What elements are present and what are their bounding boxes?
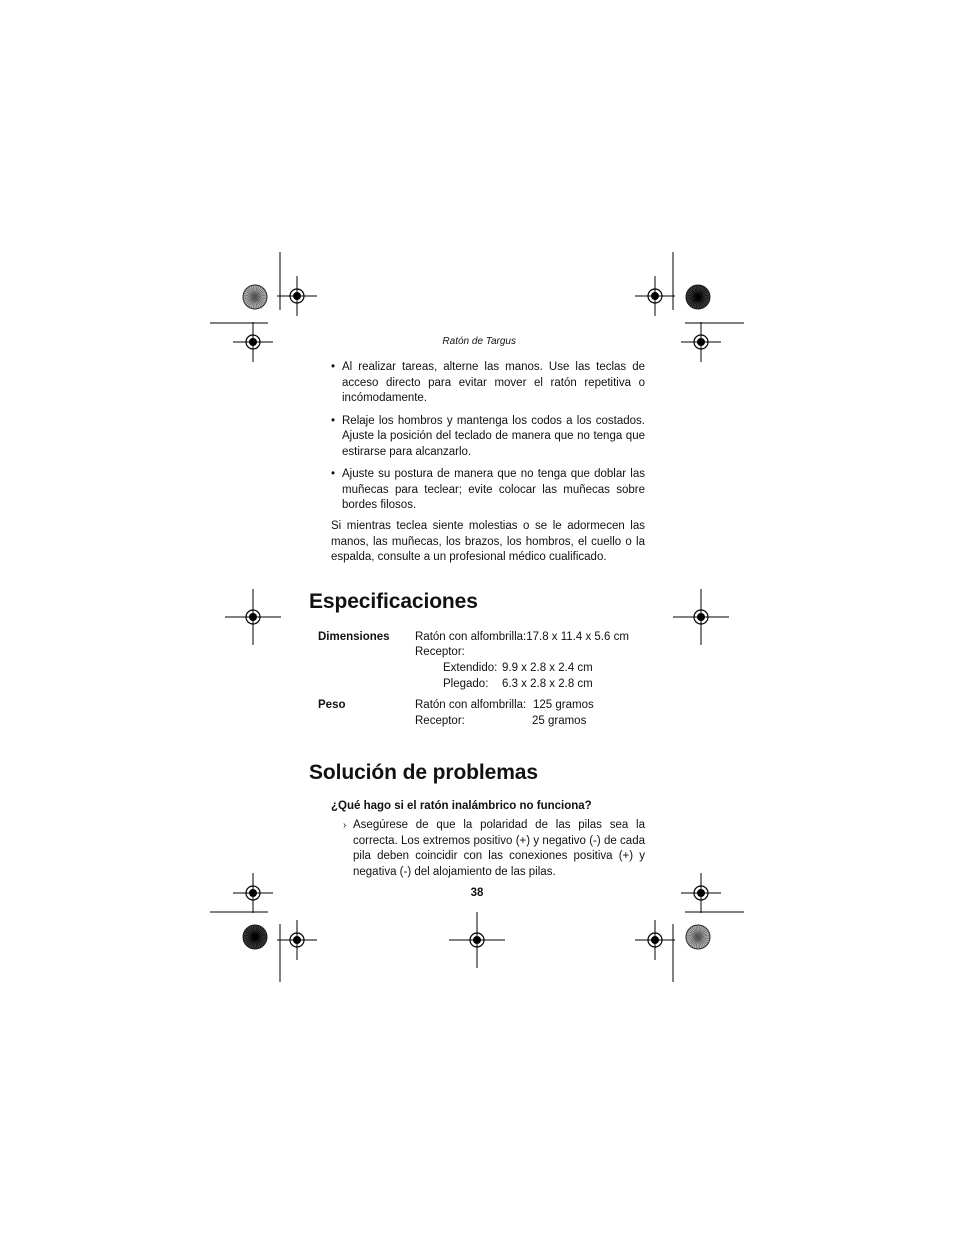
bullet-mark: •	[331, 361, 336, 373]
list-item-text: Al realizar tareas, alterne las manos. Use las teclas de acceso directo para evitar mover el ratón repetitiva o incómodamente.	[342, 361, 645, 405]
dimensions-extended-value: 9.9 x 2.8 x 2.4 cm	[502, 662, 593, 674]
running-head: Ratón de Targus	[442, 336, 516, 347]
list-item	[343, 818, 645, 880]
arrow-mark: ›	[343, 820, 347, 831]
page-number: 38	[470, 887, 484, 899]
troubleshooting-question: ¿Qué hago si el ratón inalámbrico no funciona?	[331, 800, 592, 812]
star-target-mark	[686, 925, 710, 949]
registration-mark	[277, 276, 317, 316]
list-item	[331, 467, 645, 514]
registration-mark	[233, 322, 273, 362]
bullet-list	[331, 360, 645, 521]
list-item-text: Ajuste su postura de manera que no tenga que doblar las muñecas para teclear; evite colocar las muñecas sobre bordes filosos.	[342, 468, 645, 512]
list-item	[331, 360, 645, 407]
registration-mark	[635, 920, 675, 960]
bullet-mark: •	[331, 468, 336, 481]
list-item	[331, 414, 645, 461]
weight-label: Peso	[318, 699, 346, 711]
registration-mark	[681, 873, 721, 913]
dimensions-folded-value: 6.3 x 2.8 x 2.8 cm	[502, 678, 593, 690]
troubleshooting-heading: Solución de problemas	[309, 761, 538, 784]
specifications-heading: Especificaciones	[309, 590, 478, 613]
weight-receiver-label: Receptor:	[415, 715, 465, 727]
bullet-mark: •	[331, 414, 336, 427]
registration-mark	[449, 912, 505, 968]
registration-mark	[673, 589, 729, 645]
dimensions-extended-label: Extendido:	[443, 662, 498, 674]
star-target-mark	[243, 925, 267, 949]
registration-mark	[277, 920, 317, 960]
registration-mark	[635, 276, 675, 316]
registration-mark	[681, 322, 721, 362]
troubleshooting-item-text: Asegúrese de que la polaridad de las pilas sea la correcta. Los extremos positivo (+) y negativo (-) de cada pila deben coincidir con las conexiones positiva (+) y negativa (-) del alojamiento de las pilas.	[353, 819, 645, 878]
weight-mouse-value: 125 gramos	[533, 699, 594, 711]
star-target-mark	[686, 285, 710, 309]
weight-receiver-value: 25 gramos	[532, 715, 587, 727]
dimensions-label: Dimensiones	[318, 631, 390, 643]
dimensions-folded-label: Plegado:	[443, 678, 489, 690]
health-paragraph: Si mientras teclea siente molestias o se le adormecen las manos, las muñecas, los brazos, los hombros, el cuello o la espalda, consulte a un profesional médico cualificado.	[331, 520, 645, 564]
registration-mark	[233, 873, 273, 913]
dimensions-mouse: Ratón con alfombrilla:17.8 x 11.4 x 5.6 cm	[415, 631, 629, 643]
dimensions-receiver-label: Receptor:	[415, 646, 465, 658]
list-item-text: Relaje los hombros y mantenga los codos a los costados. Ajuste la posición del teclado de manera que no tenga que estirarse para alcanzarlo.	[342, 414, 645, 458]
registration-mark	[225, 589, 281, 645]
star-target-mark	[243, 285, 267, 309]
weight-mouse-label: Ratón con alfombrilla:	[415, 699, 527, 711]
